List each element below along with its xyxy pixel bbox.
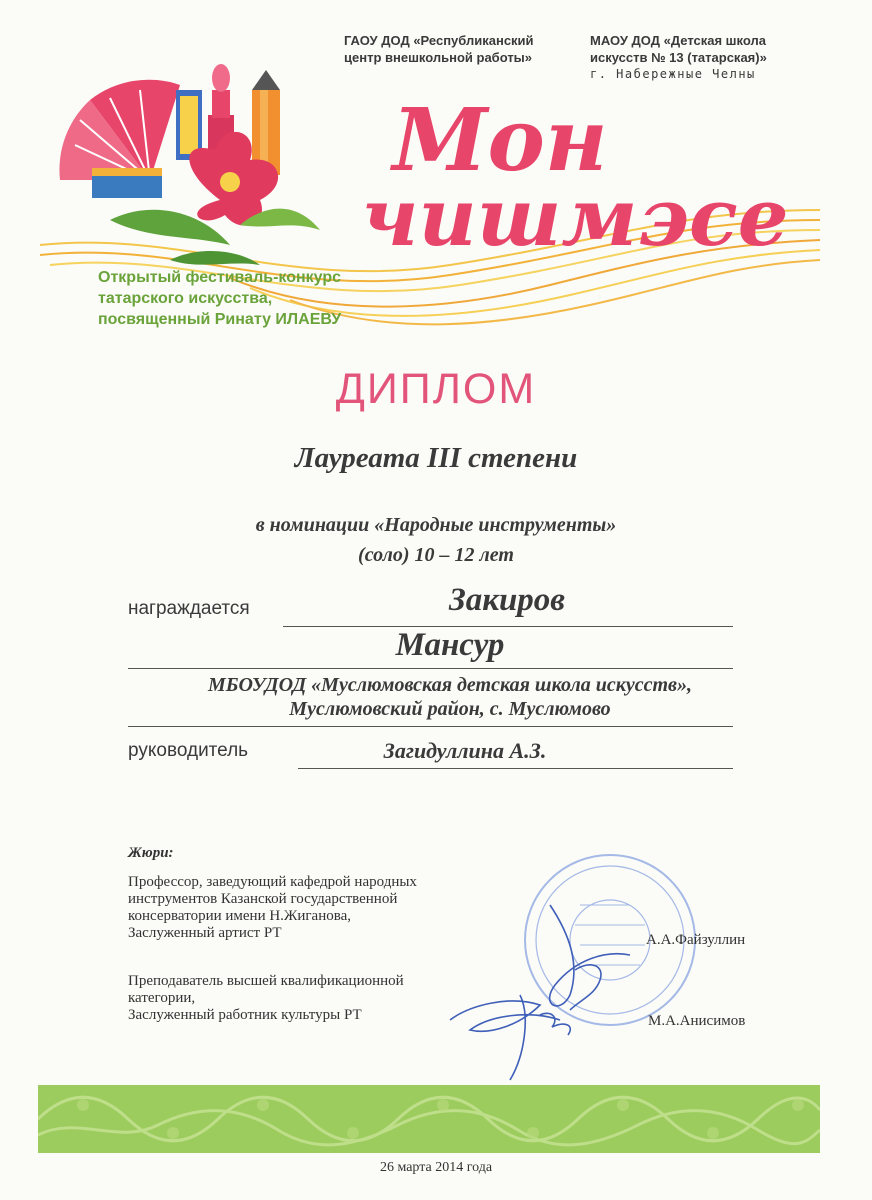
festival-description <box>98 267 341 330</box>
school-underline <box>128 726 733 727</box>
nomination-line2: (соло) 10 – 12 лет <box>358 544 514 566</box>
jury-member1-line1: Профессор, заведующий кафедрой народных <box>128 874 417 890</box>
jury-member1-title <box>128 874 417 942</box>
jury-member1-line4: Заслуженный артист РТ <box>128 925 282 941</box>
teacher-underline <box>298 768 733 769</box>
laureate-degree: Лауреата III степени <box>294 442 578 474</box>
issue-date: 26 марта 2014 года <box>379 1160 493 1175</box>
organizer-left-line1: ГАОУ ДОД «Республиканский <box>344 33 534 48</box>
school-line2: Муслюмовский район, с. Муслюмово <box>289 698 611 720</box>
festival-desc-line3: посвященный Ринату ИЛАЕВУ <box>98 311 342 328</box>
recipient-surname: Закиров <box>448 582 566 618</box>
organizer-right-line3: г. Набережные Челны <box>590 67 756 81</box>
jury-member2-line1: Преподаватель высшей квалификационной <box>128 973 404 989</box>
festival-title-line2: чишмэсе <box>361 170 789 264</box>
nomination <box>0 510 872 570</box>
awarded-label: награждается <box>128 598 250 619</box>
nomination-line1: в номинации «Народные инструменты» <box>255 514 617 536</box>
organizer-right-line1: МАОУ ДОД «Детская школа <box>590 33 766 48</box>
jury-member1-line2: инструментов Казанской государственной <box>128 891 398 907</box>
ornament-band <box>38 1085 820 1153</box>
festival-desc-line2: татарского искусства, <box>98 290 273 307</box>
teacher-name: Загидуллина А.З. <box>383 738 547 763</box>
organizer-left-line2: центр внешкольной работы» <box>344 50 533 65</box>
diploma-title: ДИПЛОМ <box>335 365 537 413</box>
school <box>120 673 780 721</box>
stamp-and-signatures <box>430 845 730 1095</box>
jury-member1-name: А.А.Файзуллин <box>646 932 746 948</box>
recipient-name: Мансур <box>395 627 505 663</box>
jury-heading: Жюри: <box>128 845 174 861</box>
jury-member2-line3: Заслуженный работник культуры РТ <box>128 1007 362 1023</box>
festival-desc-line1: Открытый фестиваль-конкурс <box>98 269 342 286</box>
name-underline <box>128 668 733 669</box>
teacher-label: руководитель <box>128 740 249 761</box>
festival-title-line1: Мон <box>392 90 608 191</box>
school-line1: МБОУДОД «Муслюмовская детская школа искусств», <box>208 674 692 696</box>
pencil-icon <box>252 70 280 90</box>
jury-member1-line3: консерватории имени Н.Жиганова, <box>128 908 352 924</box>
jury-member2-title <box>128 973 404 1024</box>
jury-member2-name: М.А.Анисимов <box>648 1013 746 1029</box>
organizer-right-line2: искусств № 13 (татарская)» <box>590 50 767 65</box>
jury-member2-line2: категории, <box>128 990 196 1006</box>
fan-icon <box>59 80 180 180</box>
signature-icon <box>450 905 630 1080</box>
